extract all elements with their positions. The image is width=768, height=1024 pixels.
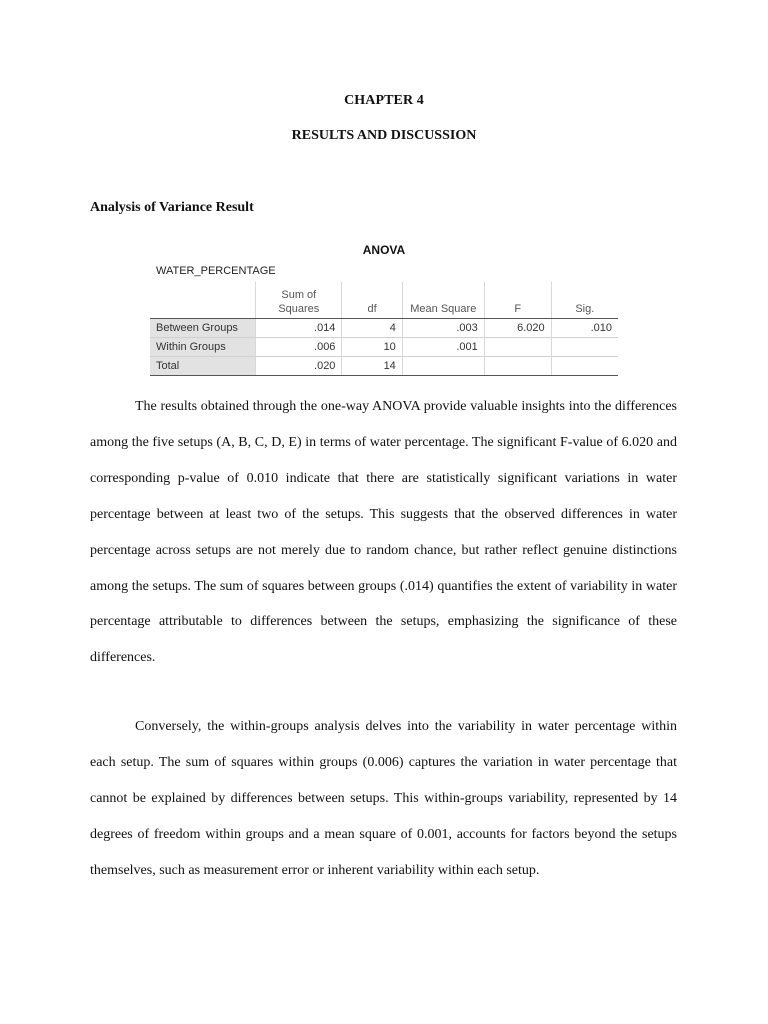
cell-df: 14 — [342, 357, 402, 376]
anova-table-title: ANOVA — [362, 243, 406, 257]
cell-f: 6.020 — [484, 319, 551, 338]
anova-variable-name: WATER_PERCENTAGE — [156, 265, 276, 277]
table-row-within-groups — [150, 338, 618, 357]
paragraph-within-groups — [90, 709, 677, 889]
cell-sig — [551, 338, 618, 357]
chapter-title: RESULTS AND DISCUSSION — [291, 128, 477, 143]
header-mean-square: Mean Square — [402, 282, 484, 319]
row-label: Within Groups — [150, 338, 256, 357]
header-sum-of-squares-line2: Squares — [278, 303, 320, 315]
chapter-label: CHAPTER 4 — [344, 93, 424, 108]
row-label: Total — [150, 357, 256, 376]
paragraph-text: The results obtained through the one-way ANOVA provide valuable insights into the differences among the five setups (A, B, C, D, E) in terms of water percentage. The significant F-value of 6.020 and corresponding p-value of 0.010 indicate that there are statistically significant variations in water percentage between at least two of the setups. This suggests that the observed differences in water percentage across setups are not merely due to random chance, but rather reflect genuine distinctions among the setups. The sum of squares between groups (.014) quantifies the extent of variability in water percentage attributable to differences between the setups, emphasizing the significance of these differences. — [90, 399, 677, 666]
paragraph-text: Conversely, the within-groups analysis delves into the variability in water percentage within each setup. The sum of squares within groups (0.006) captures the variation in water percentage that cannot be explained by differences between setups. This within-groups variability, represented by 14 degrees of freedom within groups and a mean square of 0.001, accounts for factors beyond the setups themselves, such as measurement error or inherent variability within each setup. — [90, 719, 677, 878]
cell-mean-square: .003 — [402, 319, 484, 338]
cell-sum-of-squares: .014 — [256, 319, 342, 338]
anova-table — [150, 282, 618, 376]
header-sig: Sig. — [551, 282, 618, 319]
table-row-total — [150, 357, 618, 376]
header-f: F — [484, 282, 551, 319]
header-df: df — [342, 282, 402, 319]
cell-df: 10 — [342, 338, 402, 357]
cell-mean-square — [402, 357, 484, 376]
row-label: Between Groups — [150, 319, 256, 338]
cell-sum-of-squares: .020 — [256, 357, 342, 376]
cell-f — [484, 338, 551, 357]
table-row-between-groups — [150, 319, 618, 338]
header-sum-of-squares — [256, 282, 342, 319]
cell-f — [484, 357, 551, 376]
cell-sig — [551, 357, 618, 376]
paragraph-anova-interpretation — [90, 389, 677, 676]
cell-mean-square: .001 — [402, 338, 484, 357]
header-sum-of-squares-line1: Sum of — [281, 289, 317, 301]
table-header-row — [150, 282, 618, 319]
cell-df: 4 — [342, 319, 402, 338]
cell-sum-of-squares: .006 — [256, 338, 342, 357]
cell-sig: .010 — [551, 319, 618, 338]
header-blank-cell — [150, 282, 256, 319]
section-heading: Analysis of Variance Result — [90, 200, 254, 215]
